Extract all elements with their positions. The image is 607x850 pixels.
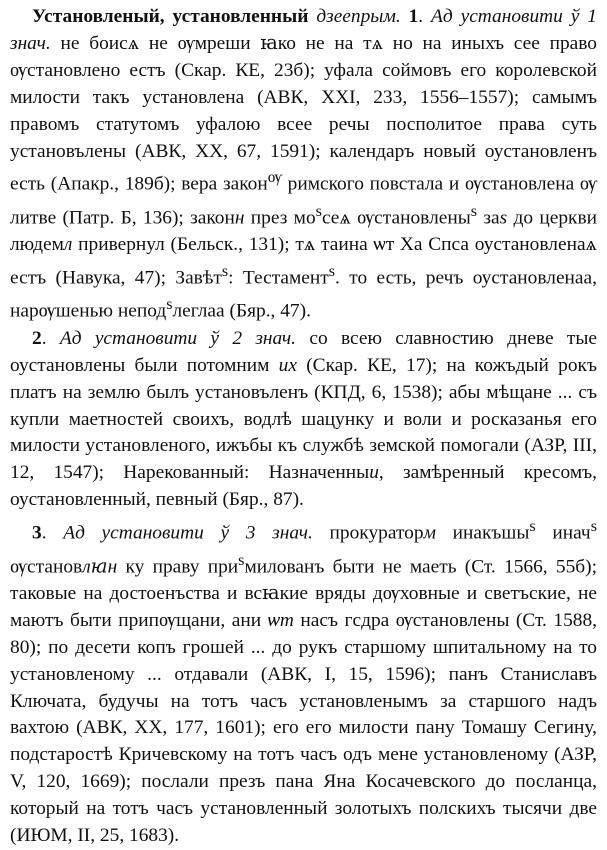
sense-3-paragraph: 3. Ад установити ў 3 знач. прокураторм инакъшы$^s$ инач$^s$ ѹстановлꙗн ку праву при$^s$милованъ быти не маеть (Ст. 1566, 55б); таковые на достоенъства и всꙗкие вряды дѹховные и светъские, не маютъ быти припѹщани, ани ѡт насъ гсдра ѹстановлены (Ст. 1588, 80); по десети копъ грошей ... до рукъ старшому шпитальному на то установленому ... отдавали (АВК, I, 15, 1596); панъ Станиславъ Ключата, будучы на тотъ часъ установленымъ за старшого надъ вахтою (АВК, XX, 177, 1601); его его милости пану Томашу Сегину, подстаростѣ Кричевскому на тотъ часъ одъ мене установленому (АЗР, V, 120, 1669); послали презъ пана Яна Косачевского до посланца, который на тотъ часъ установленный золотыхъ полскихъ тысячи две (ИЮМ, II, 25, 1683).: [10, 518, 598, 847]
superscript-s: s: [221, 263, 229, 281]
sense-2-text-e: , замѣренный кресомъ, оустановленный, певный (Бяр., 87).: [10, 462, 597, 511]
sense-1-number: 1: [408, 6, 419, 27]
sense-2-ref: ў 2 знач.: [210, 327, 297, 349]
sense-3-gloss: Ад установити: [63, 522, 204, 544]
sense-1-text-i: : Тестамент: [228, 267, 329, 289]
sense-1-text-c: през мо: [244, 207, 316, 229]
italic-ending-r: м: [423, 522, 436, 544]
sense-3-number: 3: [32, 522, 42, 544]
sense-1-paragraph: Установленый, установленный дзеепрым. 1. Ад установити ў 1 знач. не боисѧ не ѹмреши ꙗко не на тѧ но на иныхъ сее право ѹстановлено естъ (Скар. КЕ, 23б); уфала сойм​овъ его королевской милости такъ установлена (АВК, XXI, 233, 1556–1557); самымъ правомъ статутомъ уфалою всее речы посполитое права суть установълены (АВК, XX, 67, 1591); календаръ новый оустановленъ есть (Апакр., 189б); вера закон$^ѹ$ римского повстала и ѹстановлена ѹ литве (Патр. Б, 136); законн през $мо^sсеѧ$ ѹстановлены$^s$ заs до церкви людемл привернул (Бельск., 131); тѧ таина ѡт Ха Спса оустановленаѧ естъ (Навука, 47); Завѣт$^s$: Тестамент$^s$. то есть, речъ оустановленаа, нарѹшенью непод$^s$леглаа (Бяр., 47).: [10, 6, 597, 322]
sense-2-text-a: со всею славностию дневе тые оустановлены были потомним: [10, 327, 597, 376]
sense-2-text-b: их: [278, 354, 297, 376]
superscript-s: s: [238, 551, 245, 569]
superscript-s: s: [166, 296, 173, 314]
sense-3-ref: ў 3 знач.: [220, 522, 313, 544]
sense-2-text-c: (Скар. КЕ, 17); на кожъдый рокъ платъ на землю былъ установъленъ (КПД, 6, 1538); абы мѣщане ... съ купли маетностей своихъ, водлѣ шацунку и воли и росказанья его милости установленого, ижъбы къ службѣ земской помогали (АЗР, III, 12, 1547); Нарекованный: Назначенны: [10, 354, 597, 484]
italic-ending-s: s: [499, 207, 508, 229]
sense-1-gloss: Ад установити: [431, 6, 563, 27]
italic-ending-l: л: [63, 234, 73, 256]
superscript-s: s: [529, 518, 536, 536]
sense-3-text-g: милованъ быти не маеть (Ст. 1566, 55б); таковые на достоенъства и всꙗкие вряды дѹховные и светъские, не маютъ быти припѹщани, ани: [10, 556, 598, 631]
superscript-s: s: [470, 202, 478, 220]
italic-ending-n: н: [234, 207, 245, 229]
sense-1-text-j: . то есть, речъ оустановленаа, нарѹшенью непод: [10, 267, 597, 322]
superscript-s: s: [590, 518, 597, 536]
sense-2-gloss: Ад установити: [59, 327, 198, 349]
sense-2-number: 2: [32, 327, 42, 349]
superscript-s: s: [328, 263, 336, 281]
sense-2-paragraph: 2. Ад установити ў 2 знач. со всею славностию дневе тые оустановлены были потомним их (Скар. КЕ, 17); на кожъдый рокъ платъ на землю былъ установъленъ (КПД, 6, 1538); абы мѣщане ... съ купли маетностей своихъ, водлѣ шацунку и воли и росказанья его милости установленого, ижъбы къ службѣ земской помогали (АЗР, III, 12, 1547); Нарекованный: Назначенныи, замѣренный кресомъ, оустановленный, певный (Бяр., 87).: [10, 327, 597, 511]
sense-3-text-e: лꙗн: [82, 556, 118, 578]
sense-1-ref: ў 1 знач.: [10, 6, 597, 54]
sense-1-text-h: (Бельск., 131); тѧ таина ѡт Ха Спса оустановленаѧ естъ (Навука, 47); Завѣт: [10, 234, 597, 289]
sense-3-text-c: инач: [535, 522, 591, 544]
sense-1-text-g: привернул: [72, 234, 165, 256]
headword: Установленый, установленный: [32, 6, 309, 27]
sense-1-text-f: до церкви людем: [10, 207, 597, 256]
superscript-ou: ѹ: [267, 169, 282, 187]
sense-1-text-d: сеѧ ѹстановлены: [321, 207, 471, 229]
sense-1-text-a: не боисѧ не ѹмреши ꙗко не на тѧ но на иныхъ сее право ѹстановлено естъ (Скар. КЕ, 23б); уфала сойм​овъ его королевской милости такъ установлена (АВК, XXI, 233, 1556–1557); самымъ правомъ статутомъ уфалою всее речы посполитое права суть установълены (АВК, XX, 67, 1591); календаръ новый оустановленъ есть (Апакр., 189б); вера закон: [10, 32, 597, 195]
sense-1-text-b: римского повстала и ѹстановлена ѹ литве (Патр. Б, 136); закон: [10, 173, 597, 229]
sense-3-text-a: прокуратор: [312, 522, 424, 544]
sense-3-text-i: насъ гсдра ѹстановлены (Ст. 1588, 80); по десети копъ грошей ... до рукъ старшому шпитальному на то установленому ... отдавали (АВК, I, 15, 1596); панъ Станиславъ Ключата, будучы на тотъ часъ установленымъ за старшого надъ вахтою (АВК, XX, 177, 1601); его его милости пану Томашу Сегину, подстаростѣ Кричевскому на тотъ часъ одъ мене установленому (АЗР, V, 120, 1669); послали презъ пана Яна Косачевского до посланца, который на тотъ часъ установленный золотыхъ полскихъ тысячи две (ИЮМ, II, 25, 1683).: [10, 609, 597, 847]
sense-1-text-e: за: [477, 207, 500, 229]
sense-3-text-d: ѹстанов: [10, 556, 83, 578]
sense-3-text-f: ку праву при: [117, 556, 239, 578]
grammar-label: дзеепрым.: [316, 6, 401, 27]
sense-3-text-b: инакъшы: [435, 522, 530, 544]
sense-1-text-k: леглаа (Бяр., 47).: [172, 300, 311, 322]
superscript-s: s: [315, 202, 322, 220]
sense-2-text-d: и: [369, 462, 379, 484]
sense-3-text-h: ѡт: [267, 609, 294, 631]
